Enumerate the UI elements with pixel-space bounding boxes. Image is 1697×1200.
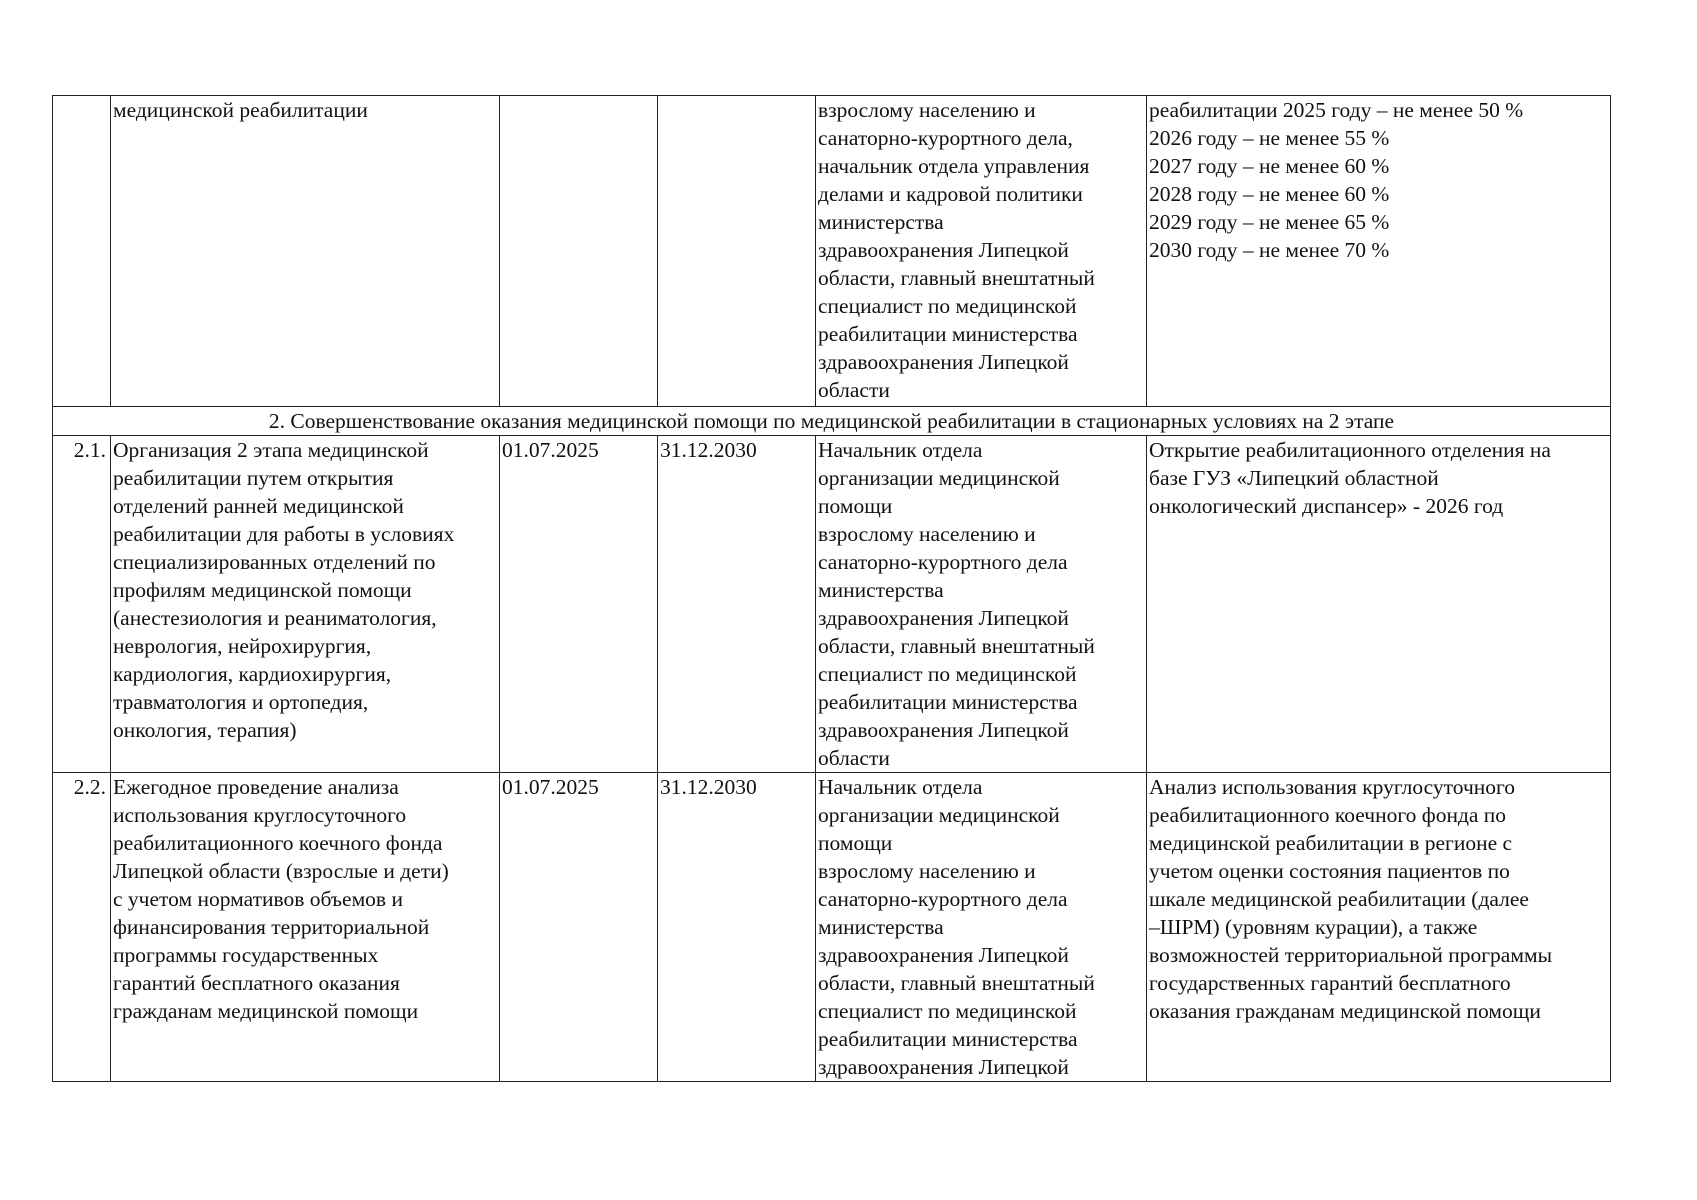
table-row	[53, 96, 1611, 407]
row-number-cell	[53, 96, 111, 407]
responsible-cell: Начальник отдела организации медицинской помощи взрослому населению и санаторно-курортного дела министерства здравоохранения Липецкой области, главный внештатный специалист по медицинской реабилитации министерства здравоохранения Липецкой	[816, 773, 1147, 1082]
action-plan-table	[52, 95, 1611, 1082]
end-date-cell	[658, 96, 816, 407]
row-number-cell: 2.1.	[53, 436, 111, 773]
responsible-cell: взрослому населению и санаторно-курортного дела, начальник отдела управления делами и кадровой политики министерства здравоохранения Липецкой области, главный внештатный специалист по медицинской реабилитации министерства здравоохранения Липецкой области	[816, 96, 1147, 407]
result-cell: реабилитации 2025 году – не менее 50 % 2026 году – не менее 55 % 2027 году – не менее 60 % 2028 году – не менее 60 % 2029 году – не менее 65 % 2030 году – не менее 70 %	[1147, 96, 1611, 407]
measure-cell: Ежегодное проведение анализа использования круглосуточного реабилитационного коечного фонда Липецкой области (взрослые и дети) с учетом нормативов объемов и финансирования территориальной программы государственных гарантий бесплатного оказания гражданам медицинской помощи	[111, 773, 500, 1082]
measure-cell: Организация 2 этапа медицинской реабилитации путем открытия отделений ранней медицинской реабилитации для работы в условиях специализированных отделений по профилям медицинской помощи (анестезиология и реаниматология, неврология, нейрохирургия, кардиология, кардиохирургия, травматология и ортопедия, онкология, терапия)	[111, 436, 500, 773]
row-number-cell: 2.2.	[53, 773, 111, 1082]
section-header-row	[53, 407, 1611, 436]
start-date-cell: 01.07.2025	[500, 436, 658, 773]
table-row	[53, 436, 1611, 773]
table-row	[53, 773, 1611, 1082]
responsible-cell: Начальник отдела организации медицинской помощи взрослому населению и санаторно-курортного дела министерства здравоохранения Липецкой области, главный внештатный специалист по медицинской реабилитации министерства здравоохранения Липецкой области	[816, 436, 1147, 773]
end-date-cell: 31.12.2030	[658, 436, 816, 773]
measure-cell: медицинской реабилитации	[111, 96, 500, 407]
end-date-cell: 31.12.2030	[658, 773, 816, 1082]
result-cell: Открытие реабилитационного отделения на базе ГУЗ «Липецкий областной онкологический диспансер» - 2026 год	[1147, 436, 1611, 773]
start-date-cell: 01.07.2025	[500, 773, 658, 1082]
result-cell: Анализ использования круглосуточного реабилитационного коечного фонда по медицинской реабилитации в регионе с учетом оценки состояния пациентов по шкале медицинской реабилитации (далее –ШРМ) (уровням курации), а также возможностей территориальной программы государственных гарантий бесплатного оказания гражданам медицинской помощи	[1147, 773, 1611, 1082]
section-title: 2. Совершенствование оказания медицинской помощи по медицинской реабилитации в стационарных условиях на 2 этапе	[53, 407, 1611, 436]
start-date-cell	[500, 96, 658, 407]
